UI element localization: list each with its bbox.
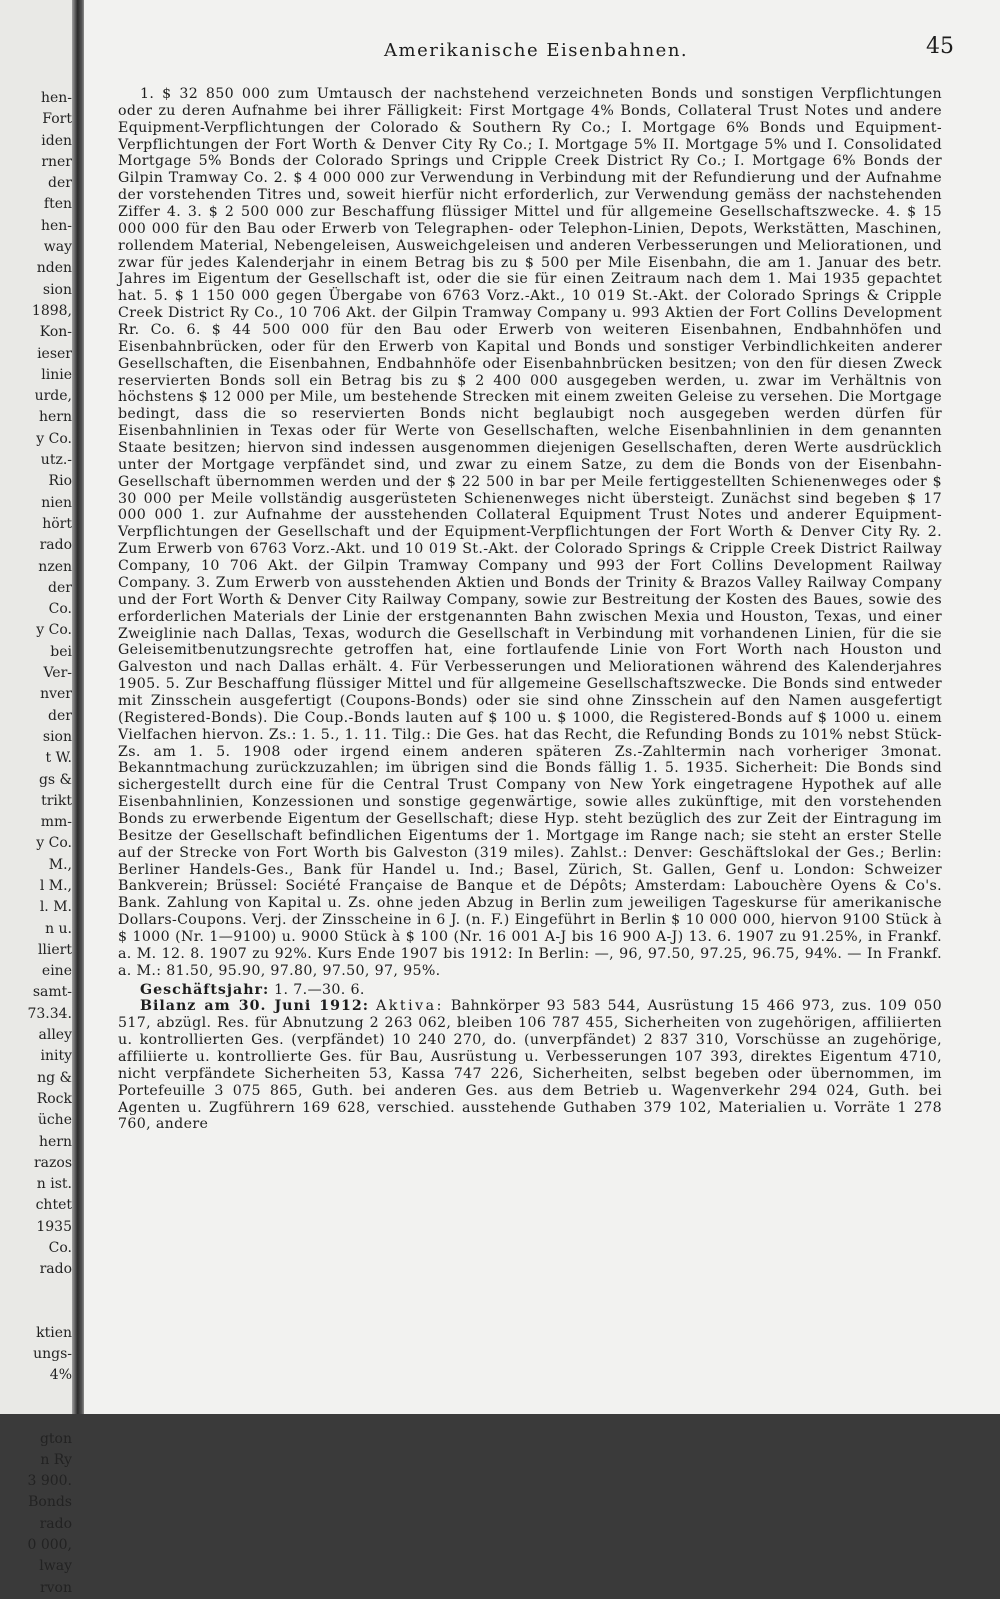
left-fragment: ktien [36, 1324, 72, 1341]
left-fragment: hen- [40, 217, 72, 234]
geschaeftsjahr-value: 1. 7.—30. 6. [269, 981, 365, 998]
left-fragment: way [43, 239, 72, 256]
left-fragment: razos [33, 1154, 72, 1171]
left-fragment: trikt [41, 792, 72, 809]
left-page-fragments [0, 88, 72, 1599]
left-fragment: rado [39, 1515, 72, 1532]
left-fragment: gton [39, 1430, 72, 1447]
left-fragment: utz.- [40, 452, 72, 469]
left-page-margin [0, 0, 76, 1596]
right-page [84, 0, 1000, 1414]
left-fragment-gap [0, 1281, 72, 1323]
left-fragment: sion [42, 728, 72, 745]
left-fragment: ften [43, 196, 72, 213]
paragraph-bilanz [118, 998, 942, 1133]
geschaeftsjahr-label: Geschäftsjahr: [140, 981, 270, 998]
left-fragment: chtet [35, 1197, 72, 1214]
left-fragment: Rio [48, 473, 72, 490]
left-fragment: nzen [38, 558, 72, 575]
left-fragment: samt- [32, 984, 72, 1001]
left-fragment: nien [41, 494, 72, 511]
left-fragment: ieser [37, 345, 72, 362]
left-fragment: 73.34. [27, 1005, 72, 1022]
left-fragment: hört [42, 515, 72, 532]
left-fragment-gap [0, 1387, 72, 1429]
left-fragment: Ver- [43, 665, 72, 682]
left-fragment: hern [38, 409, 72, 426]
left-fragment: ungs- [33, 1345, 72, 1362]
left-fragment: y Co. [36, 430, 72, 447]
left-fragment: gs & [38, 771, 72, 788]
paragraph-geschaeftsjahr [118, 982, 942, 999]
left-fragment: Fort [42, 111, 72, 128]
page-header [84, 34, 964, 64]
left-fragment: iden [41, 132, 72, 149]
aktiva-label: Aktiva: [376, 998, 444, 1015]
left-fragment: linie [41, 366, 72, 383]
left-fragment: n ist. [36, 1176, 72, 1193]
left-fragment: urde, [34, 388, 72, 405]
left-fragment: n Ry [40, 1451, 72, 1468]
left-fragment: Rock [36, 1090, 72, 1107]
left-fragment: M., [48, 856, 72, 873]
left-fragment: inity [40, 1048, 72, 1065]
left-fragment: y Co. [36, 622, 72, 639]
left-fragment: hen- [40, 90, 72, 106]
left-fragment: hern [38, 1133, 72, 1150]
left-fragment: 1898, [31, 302, 72, 319]
left-fragment: lliert [37, 941, 72, 958]
left-fragment: l M., [39, 877, 72, 894]
left-fragment: rner [41, 153, 72, 170]
left-fragment: ng & [37, 1069, 72, 1086]
left-fragment: nver [40, 686, 72, 703]
bilanz-text: Bahnkörper 93 583 544, Ausrüstung 15 466 973, zus. 109 050 517, abzügl. Res. für Abnutzung 2 263 062, bleiben 106 787 455, Sicherheiten von zugehörigen, affiliierten u. kontrollierten Ges. (verpfändet) 10 240 270, do. (unverpfändet) 2 837 310, Vorschüsse an zugehörige, affiliierte u. kontrollierte Ges. für Bau, Ausrüstung u. Verbesserungen 107 393, direktes Eigentum 4710, nicht verpfändete Sicherheiten 53, Kassa 747 226, Sicherheiten, selbst begeben oder übernommen, im Portefeuille 3 075 865, Guth. bei anderen Ges. aus dem Betrieb u. Wagenverkehr 294 024, Guth. bei Agenten u. Zugführern 169 628, verschied. ausstehende Guthaben 379 102, Materialien u. Vorräte 1 278 760, andere [118, 998, 942, 1133]
left-fragment: eine [41, 963, 72, 980]
left-fragment: der [48, 707, 72, 724]
left-fragment: n u. [45, 920, 72, 937]
left-fragment: alley [38, 1027, 72, 1044]
left-fragment: der [48, 175, 72, 192]
running-title: Amerikanische Eisenbahnen. [384, 40, 689, 61]
left-fragment: Kon- [39, 324, 72, 341]
left-fragment: der [48, 579, 72, 596]
left-fragment: l. M. [39, 899, 72, 916]
left-fragment: Co. [48, 601, 72, 618]
left-fragment: 0 000, [27, 1537, 72, 1553]
left-fragment: Co. [48, 1240, 72, 1257]
left-fragment: rado [39, 537, 72, 554]
left-fragment: bei [50, 643, 72, 660]
left-fragment: 1935 [36, 1218, 72, 1235]
left-fragment: t W. [45, 750, 72, 767]
body-text [118, 86, 942, 1133]
left-fragment: sion [42, 281, 72, 298]
left-fragment: Bonds [28, 1494, 72, 1511]
left-fragment: 3 900. [27, 1473, 72, 1490]
paragraph-bond-use: 1. $ 32 850 000 zum Umtausch der nachstehend verzeichneten Bonds und sonstigen Verpflichtungen oder zu deren Aufnahme bei ihrer Fälligkeit: First Mortgage 4% Bonds, Collateral Trust Notes und andere Equipment-Verpflichtungen der Colorado & Southern Ry Co.; I. Mortgage 6% Bonds und Equipment-Verpflichtungen der Fort Worth & Denver City Ry Co.; I. Mortgage 5% II. Mortgage 5% und I. Consolidated Mortgage 5% Bonds der Colorado Springs und Cripple Creek District Ry Co.; I. Mortgage 6% Bonds der Gilpin Tramway Co. 2. $ 4 000 000 zur Verwendung in Verbindung mit der Refundierung und der Aufnahme der vorstehenden Titres und, soweit hierfür nicht erforderlich, zur Verwendung gemäss der nachstehenden Ziffer 4. 3. $ 2 500 000 zur Beschaffung flüssiger Mittel und für allgemeine Gesellschaftszwecke. 4. $ 15 000 000 für den Bau oder Erwerb von Telegraphen- oder Telephon-Linien, Depots, Werkstätten, Maschinen, rollendem Material, Nebengeleisen, Ausweichgeleisen und anderen Verbesserungen und Meliorationen, und zwar für jedes Kalenderjahr in einem Betrag bis zu $ 500 per Mile Eisenbahn, die am 1. Januar des betr. Jahres im Eigentum der Gesellschaft ist, oder die sie für einen Zeitraum nach dem 1. Mai 1935 gepachtet hat. 5. $ 1 150 000 gegen Übergabe von 6763 Vorz.-Akt., 10 019 St.-Akt. der Colorado Springs & Cripple Creek District Ry Co., 10 706 Akt. der Gilpin Tramway Company u. 993 Aktien der Fort Collins Development Rr. Co. 6. $ 44 500 000 für den Bau oder Erwerb von weiteren Eisenbahnen, Endbahnhöfen und Eisenbahnbrücken, oder für den Erwerb von Kapital und Bonds und sonstiger Verbindlichkeiten anderer Gesellschaften, die Eisenbahnen, Endbahnhöfe oder Eisenbahnbrücken besitzen; von den für diesen Zweck reservierten Bonds soll ein Betrag bis zu $ 2 400 000 ausgegeben werden, u. zwar im Verhältnis von höchstens $ 12 000 per Mile, um bestehende Strecken mit einem zweiten Geleise zu versehen. Die Mortgage bedingt, dass die so reservierten Bonds nicht beglaubigt noch ausgegeben werden dürfen für Eisenbahnlinien in Texas oder für Werte von Gesellschaften, welche Eisenbahnlinien in dem genannten Staate besitzen; hiervon sind indessen ausgenommen diejenigen Gesellschaften, deren Werte ausdrücklich unter der Mortgage verpfändet sind, und zwar zu einem Satze, zu dem die Bonds von der Eisenbahn-Gesellschaft übernommen werden und der $ 22 500 in bar per Meile fertiggestellten Schienenweges oder $ 30 000 per Meile vollständig ausgerüsteten Schienenweges nicht übersteigt. Zunächst sind begeben $ 17 000 000 1. zur Aufnahme der ausstehenden Collateral Equipment Trust Notes und anderer Equipment-Verpflichtungen der Gesellschaft und der Equipment-Verpflichtungen der Fort Worth & Denver City Ry. 2. Zum Erwerb von 6763 Vorz.-Akt. und 10 019 St.-Akt. der Colorado Springs & Cripple Creek District Railway Company, 10 706 Akt. der Gilpin Tramway Company und 993 der Fort Collins Development Railway Company. 3. Zum Erwerb von ausstehenden Aktien und Bonds der Trinity & Brazos Valley Railway Company und der Fort Worth & Denver City Railway Company, sowie zur Bestreitung der Kosten des Baues, sowie des erforderlichen Materials der Linie der erstgenannten Bahn zwischen Mexia und Houston, Texas, und einer Zweiglinie nach Dallas, Texas, wodurch die Gesellschaft in Verbindung mit vorhandenen Linien, für die sie Geleisemitbenutzungsrechte getroffen hat, eine fortlaufende Linie von Fort Worth nach Houston und Galveston und nach Dallas erhält. 4. Für Verbesserungen und Meliorationen während des Kalenderjahres 1905. 5. Zur Beschaffung flüssiger Mittel und für allgemeine Gesellschaftszwecke. Die Bonds sind entweder mit Zinsschein ausgefertigt (Coupons-Bonds) oder sie sind ohne Zinsschein auf den Namen ausgefertigt (Registered-Bonds). Die Coup.-Bonds lauten auf $ 100 u. $ 1000, die Registered-Bonds auf $ 1000 u. einem Vielfachen hiervon. Zs.: 1. 5., 1. 11. Tilg.: Die Ges. hat das Recht, die Refunding Bonds zu 101% nebst Stück-Zs. am 1. 5. 1908 oder irgend einem anderen späteren Zs.-Zahltermin nach vorheriger 3monat. Bekanntmachung zurückzuzahlen; im übrigen sind die Bonds fällig 1. 5. 1935. Sicherheit: Die Bonds sind sichergestellt durch eine für die Central Trust Company von New York eingetragene Hypothek auf alle Eisenbahnlinien, Konzessionen und sonstige gegenwärtige, sowie alles zukünftige, mit den vorstehenden Bonds zu erwerbende Eigentum der Gesellschaft; diese Hyp. steht bezüglich des zur Zeit der Eintragung im Besitze der Gesellschaft befindlichen Eigentums der 1. Mortgage im Range nach; sie steht an erster Stelle auf der Strecke von Fort Worth bis Galveston (319 miles). Zahlst.: Denver: Geschäftslokal der Ges.; Berlin: Berliner Handels-Ges., Bank für Handel u. Ind.; Basel, Zürich, St. Gallen, Genf u. London: Schweizer Bankverein; Brüssel: Société Française de Banque et de Dépôts; Amsterdam: Labouchère Oyens & Co's. Bank. Zahlung von Kapital u. Zs. ohne jeden Abzug in Berlin zum jeweiligen Tageskurse für amerikanische Dollars-Coupons. Verj. der Zinsscheine in 6 J. (n. F.) Eingeführt in Berlin $ 10 000 000, hiervon 9100 Stück à $ 1000 (Nr. 1—9100) u. 9000 Stück à $ 100 (Nr. 16 001 A-J bis 16 900 A-J) 13. 6. 1907 zu 91.25%, in Frankf. a. M. 12. 8. 1907 zu 92%. Kurs Ende 1907 bis 1912: In Berlin: —, 96, 97.50, 97.25, 96.75, 94%. — In Frankf. a. M.: 81.50, 95.90, 97.80, 97.50, 97, 95%. [118, 86, 942, 979]
left-fragment: üche [37, 1112, 72, 1129]
left-fragment: nden [36, 260, 72, 277]
left-fragment: rvon [39, 1579, 72, 1596]
left-fragment: mm- [40, 814, 72, 831]
bilanz-label: Bilanz am 30. Juni 1912: [140, 998, 370, 1015]
left-fragment: y Co. [36, 835, 72, 852]
left-fragment: 4% [49, 1367, 72, 1384]
left-fragment: rado [39, 1261, 72, 1278]
page-number: 45 [926, 34, 954, 59]
left-fragment: lway [39, 1558, 72, 1575]
